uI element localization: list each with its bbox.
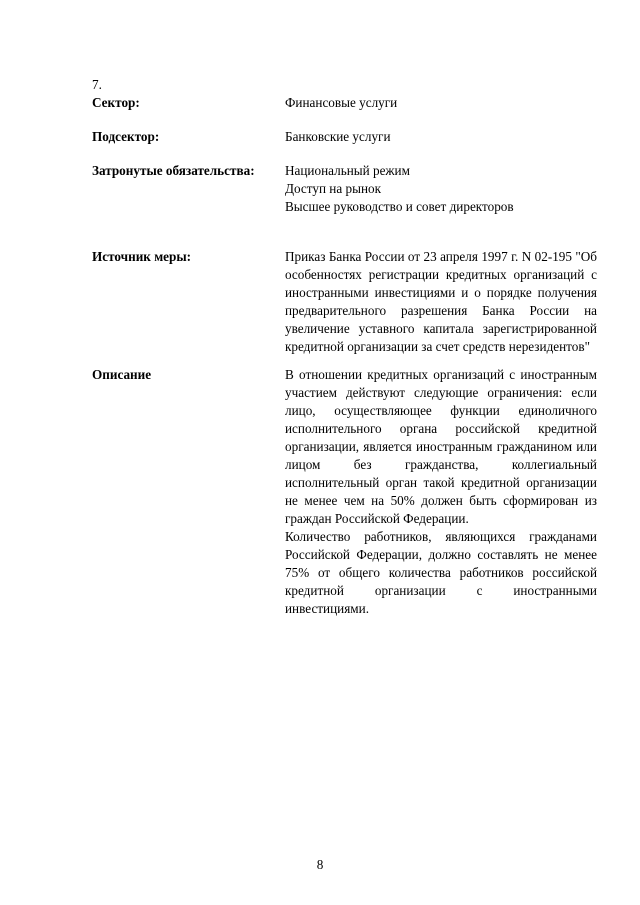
description-paragraph: В отношении кредитных организаций с иностранным участием действуют следующие ограничения: если лицо, осуществляющее функции единоличного исполнительного органа российской кредитной организации, является иностранным гражданином или лицом без гражданства, коллегиальный исполнительный орган такой кредитной организации не менее чем на 50% должен быть сформирован из граждан Российской Федерации. [285, 367, 597, 526]
subsector-value: Банковские услуги [285, 129, 391, 144]
source-text: Приказ Банка России от 23 апреля 1997 г. N 02-195 "Об особенностях регистрации кредитных организаций с иностранными инвестициями и о порядке получения предварительного разрешения Банка России на увеличение уставного капитала зарегистрированной кредитной организации за счет средств нерезидентов" [285, 249, 597, 354]
source-label: Источник меры: [92, 249, 192, 264]
obligations-list [285, 162, 597, 216]
item-number: 7. [92, 77, 102, 92]
page-number: 8 [316, 857, 324, 872]
obligation-item: Национальный режим [285, 163, 410, 178]
sector-label: Сектор: [92, 95, 140, 110]
sector-value: Финансовые услуги [285, 95, 398, 110]
subsector-label: Подсектор: [92, 129, 160, 144]
description-text [285, 366, 597, 618]
obligation-item: Высшее руководство и совет директоров [285, 199, 514, 214]
description-label: Описание [92, 367, 152, 382]
description-paragraph: Количество работников, являющихся гражданами Российской Федерации, должно составлять не менее 75% от общего количества работников российской кредитной организации с иностранными инвестициями. [285, 529, 597, 616]
obligations-label: Затронутые обязательства: [92, 163, 255, 178]
obligation-item: Доступ на рынок [285, 181, 382, 196]
